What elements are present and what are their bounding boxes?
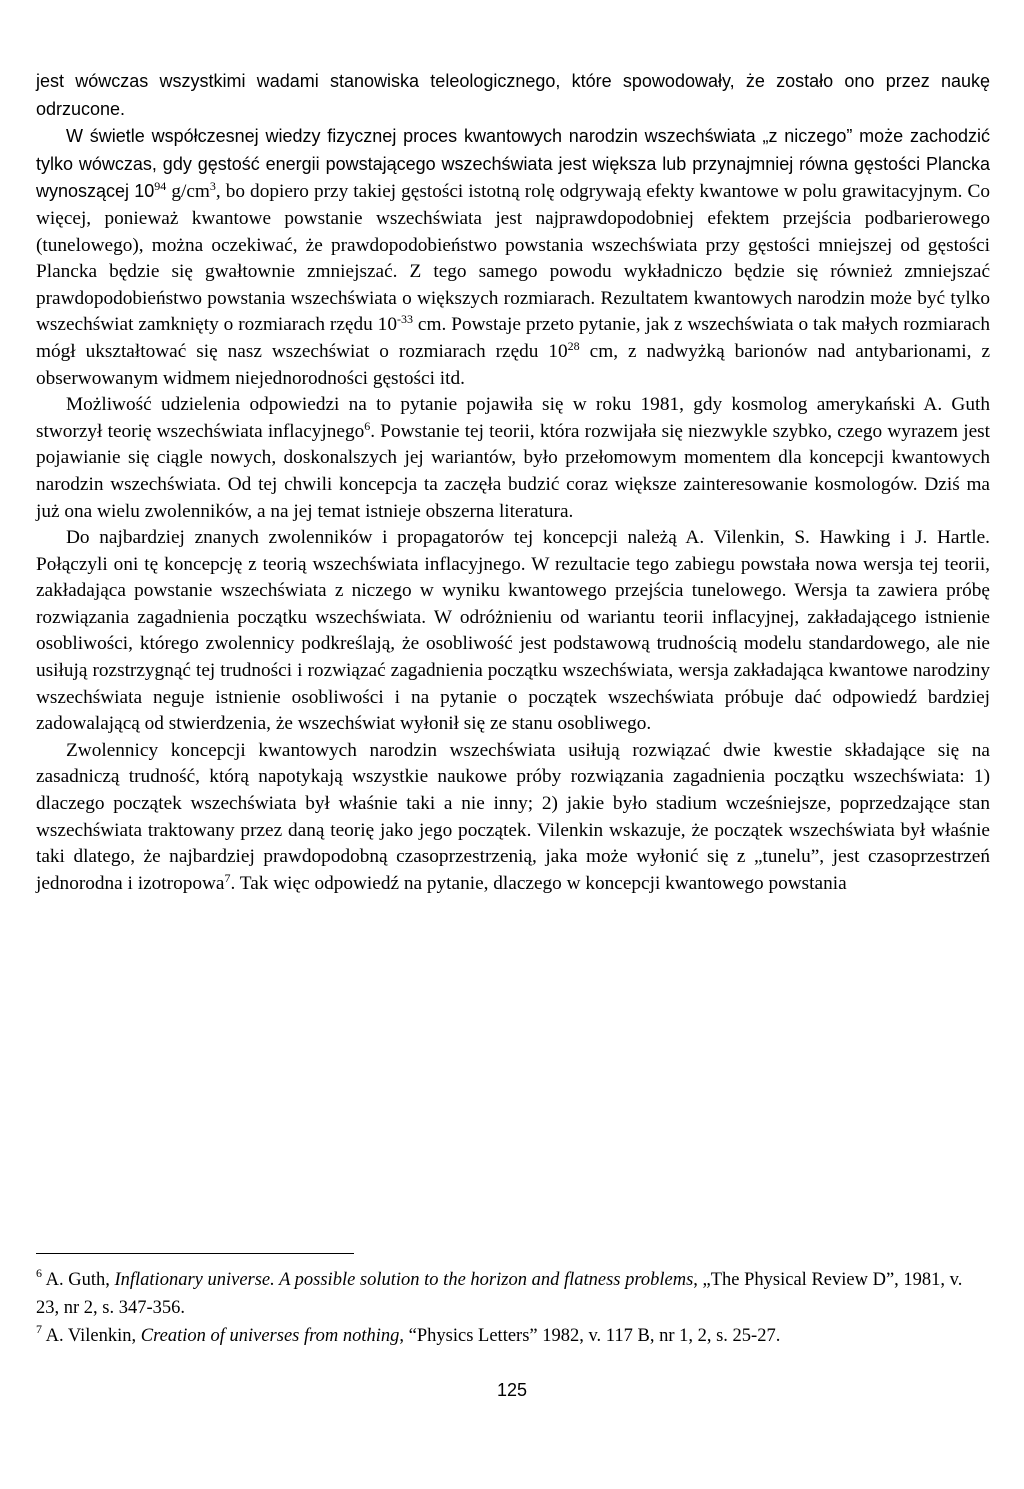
superscript: -33 <box>396 312 413 327</box>
superscript: 28 <box>567 338 580 353</box>
footnote-separator <box>36 1253 354 1254</box>
text-run: , bo dopiero przy takiej gęstości istotną rolę odgrywają efekty kwantowe w polu grawitacyjnym. Co więcej, ponieważ kwantowe powstanie wszechświata jest najprawdopodobniej efektem przejścia podbarierowego (tunelowego), można oczekiwać, że prawdopodobieństwo powstania wszechświata przy gęstości mniejszej od gęstości Plancka będzie się gwałtownie zmniejszać. Z tego samego powodu wykładniczo będzie się również zmniejszać prawdopodobieństwo powstania wszechświata o większych rozmiarach. Rezultatem kwantowych narodzin może być tylko wszechświat zamknięty o rozmiarach rzędu 10 <box>36 181 990 336</box>
superscript: 6 <box>364 418 371 433</box>
superscript: 7 <box>36 1322 42 1336</box>
paragraph <box>36 68 990 123</box>
footnotes <box>36 1266 990 1350</box>
text-run: . Powstanie tej teorii, która rozwijała się niezwykle szybko, czego wyrazem jest pojawianie się ciągle nowych, doskonalszych jej wariantów, było przełomowym momentem dla koncepcji kwantowych narodzin wszechświata. Od tej chwili koncepcja ta zaczęła budzić coraz większe zainteresowanie kosmologów. Dziś ma już ona wielu zwolenników, a na jej temat istnieje obszerna literatura. <box>36 420 990 522</box>
text-run: cm. Powstaje przeto pytanie, jak z wszechświata o tak małych rozmiarach mógł ukształtować się nasz wszechświat o rozmiarach rzędu 10 <box>36 314 990 362</box>
text-run: jest wówczas wszystkimi wadami stanowiska teleologicznego, które spowodowały, że zostało ono przez naukę odrzucone. <box>36 71 990 119</box>
page-number: 125 <box>496 1380 528 1400</box>
footnote <box>36 1266 990 1322</box>
text-run: Zwolennicy koncepcji kwantowych narodzin wszechświata usiłują rozwiązać dwie kwestie składające się na zasadniczą trudność, którą napotykają wszystkie naukowe próby rozwiązania zagadnienia początku wszechświata: 1) dlaczego początek wszechświata był właśnie taki a nie inny; 2) jakie było stadium wcześniejsze, poprzedzające stan wszechświata traktowany przez daną teorię jako jego początek. Vilenkin wskazuje, że początek wszechświata był właśnie taki dlatego, że najbardziej prawdopodobną czasoprzestrzenią, jaka może wyłonić się z „tunelu”, jest czasoprzestrzeń jednorodna i izotropowa <box>36 739 990 894</box>
text-run: A. Vilenkin, <box>42 1326 141 1346</box>
superscript: 3 <box>209 179 216 194</box>
paragraph <box>36 525 990 738</box>
text-run: g/cm <box>166 181 210 203</box>
text-run: A. Guth, <box>42 1270 115 1290</box>
text-run: cm, z nadwyżką barionów nad antybarionami, z obserwowanym widmem niejednorodności gęstości itd. <box>36 340 991 389</box>
text-run: Możliwość udzielenia odpowiedzi na to pytanie pojawiła się w roku 1981, gdy kosmolog amerykański A. Guth stworzył teorię wszechświata inflacyjnego <box>36 394 990 442</box>
italic-title: Inflationary universe. A possible solution to the horizon and flatness problems <box>114 1270 694 1290</box>
paragraph <box>36 123 990 392</box>
superscript: 7 <box>224 870 231 885</box>
footnote <box>36 1322 990 1350</box>
paragraph <box>36 392 990 525</box>
text-run: Do najbardziej znanych zwolenników i propagatorów tej koncepcji należą A. Vilenkin, S. Hawking i J. Hartle. Połączyli oni tę koncepcję z teorią wszechświata inflacyjnego. W rezultacie tego zabiegu powstała nowa wersja tej teorii, zakładająca powstanie wszechświata z niczego w wyniku kwantowego przejścia tunelowego. Wersja ta zawiera próbę rozwiązania zagadnienia początku wszechświata. W odróżnieniu od wariantu teorii inflacyjnej, zakładającego istnienie osobliwości, którego zwolennicy podkreślają, że osobliwość jest podstawową trudnością modelu standardowego, ale nie usiłują rozstrzygnąć tej trudności i rozwiązać zagadnienia początku wszechświata, wersja zakładająca kwantowe narodziny wszechświata neguje istnienie osobliwości i na pytanie o początek wszechświata próbuje dać odpowiedź bardziej zadowalającą od stwierdzenia, że wszechświat wyłonił się ze stanu osobliwego. <box>36 527 990 735</box>
text-run: . Tak więc odpowiedź na pytanie, dlaczego w koncepcji kwantowego powstania <box>230 872 847 894</box>
text-run: , „The Physical Review D”, 1981, v. 23, nr 2, s. 347-356. <box>36 1270 963 1318</box>
paragraph <box>36 738 990 898</box>
text-run: W świetle współczesnej wiedzy fizycznej proces kwantowych narodzin wszechświata „z niczego” może zachodzić tylko wówczas, gdy gęstość energii powstającego wszechświata jest większa lub przynajmniej równa gęstości Plancka wynoszącej 10 <box>36 126 990 202</box>
text-run: , “Physics Letters” 1982, v. 117 B, nr 1, 2, s. 25-27. <box>399 1326 781 1346</box>
italic-title: Creation of universes from nothing <box>140 1326 400 1346</box>
superscript: 94 <box>154 179 167 194</box>
superscript: 6 <box>36 1266 42 1280</box>
main-text <box>36 68 990 897</box>
